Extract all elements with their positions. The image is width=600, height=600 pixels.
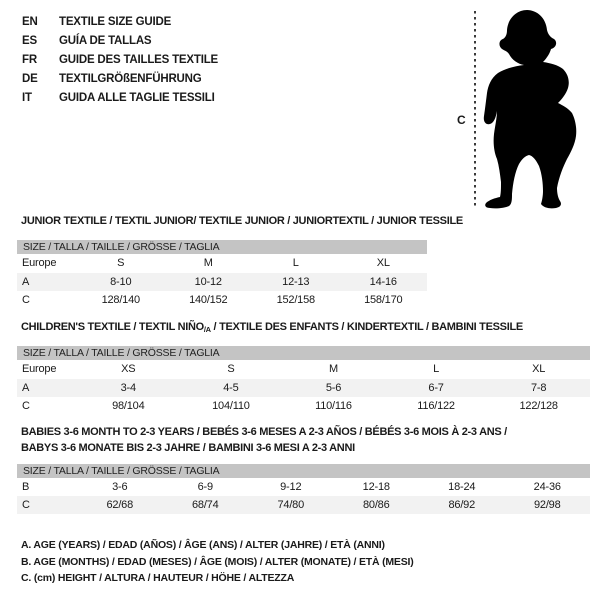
language-title: TEXTILGRÖßENFÜHRUNG [59,73,202,85]
table-cell: 9-12 [280,481,302,493]
table-cell: 74/80 [277,499,305,511]
language-title: GUÍA DE TALLAS [59,35,152,47]
table-header-bar: SIZE / TALLA / TAILLE / GRÖSSE / TAGLIA [17,464,590,478]
table-cell: L [292,257,299,269]
table-row-age [17,379,590,397]
language-code: IT [22,92,32,104]
table-cell: 98/104 [112,400,145,412]
language-title: TEXTILE SIZE GUIDE [59,16,172,28]
section-title-babies [21,424,586,456]
table-cell: 122/128 [519,400,558,412]
language-title: GUIDE DES TAILLES TEXTILE [59,54,218,66]
table-cell: 4-5 [223,382,239,394]
title-text: CHILDREN'S TEXTILE / TEXTIL NIÑO [21,321,204,333]
junior-size-table [17,240,427,309]
language-row-de [22,70,218,89]
section-title-children [21,319,586,338]
table-cell: 12-13 [282,276,310,288]
row-label: B [22,481,30,493]
baby-silhouette-icon [484,10,576,208]
language-code: DE [22,73,38,85]
figure-label-c: C [457,113,466,127]
table-row-age [17,273,427,291]
title-text: / TEXTILE DES ENFANTS / KINDERTEXTIL / BAMBINI TESSILE [210,321,523,333]
table-cell: 6-7 [428,382,444,394]
title-subscript: /A [203,325,211,334]
footnotes [21,537,414,587]
size-figure [450,5,598,215]
table-row-europe [17,254,427,273]
footnote-a: A. AGE (YEARS) / EDAD (AÑOS) / ÂGE (ANS) / ALTER (JAHRE) / ETÀ (ANNI) [21,539,385,551]
table-cell: XS [121,363,136,375]
table-cell: 128/140 [101,294,140,306]
table-cell: 8-10 [110,276,132,288]
footnote-b: B. AGE (MONTHS) / EDAD (MESES) / ÂGE (MOIS) / ALTER (MONATE) / ETÀ (MESI) [21,555,414,568]
table-header-bar: SIZE / TALLA / TAILLE / GRÖSSE / TAGLIA [17,240,427,254]
title-line-2: BABYS 3-6 MONATE BIS 2-3 JAHRE / BAMBINI 3-6 MESI A 2-3 ANNI [21,442,355,454]
table-cell: 12-18 [362,481,390,493]
row-label: C [22,499,30,511]
table-cell: L [433,363,440,375]
table-cell: M [203,257,213,269]
table-cell: 14-16 [369,276,397,288]
language-code: ES [22,35,37,47]
section-title-junior: JUNIOR TEXTILE / TEXTIL JUNIOR/ TEXTILE JUNIOR / JUNIORTEXTIL / JUNIOR TESSILE [21,215,463,227]
table-cell: 10-12 [194,276,222,288]
table-cell: S [117,257,125,269]
table-cell: 80/86 [362,499,390,511]
table-cell: 152/158 [276,294,315,306]
table-row-europe [17,360,590,379]
table-cell: 68/74 [191,499,219,511]
footnote-c: C. (cm) HEIGHT / ALTURA / HAUTEUR / HÖHE / ALTEZZA [21,572,295,584]
language-title: GUIDA ALLE TAGLIE TESSILI [59,92,215,104]
table-cell: 158/170 [364,294,403,306]
row-label: Europe [22,257,57,269]
table-row-age-months [17,478,590,496]
row-label: C [22,294,30,306]
table-cell: 116/122 [417,400,455,412]
table-cell: 140/152 [189,294,228,306]
table-cell: 62/68 [106,499,134,511]
table-cell: 104/110 [212,400,250,412]
children-size-table [17,346,590,415]
table-cell: 3-6 [112,481,128,493]
row-label: C [22,400,30,412]
table-cell: 110/116 [315,400,352,412]
table-cell: 6-9 [197,481,213,493]
table-header-bar: SIZE / TALLA / TAILLE / GRÖSSE / TAGLIA [17,346,590,360]
language-code: FR [22,54,37,66]
language-row-en [22,13,218,32]
language-list [22,13,218,108]
table-cell: 92/98 [533,499,561,511]
language-row-it [22,89,218,108]
title-line-1: BABIES 3-6 MONTH TO 2-3 YEARS / BEBÉS 3-6 MESES A 2-3 AÑOS / BÉBÉS 3-6 MOIS À 2-3 ANS / [21,426,507,438]
babies-size-table [17,464,590,514]
table-row-height [17,496,590,514]
table-cell: 86/92 [448,499,476,511]
table-cell: 7-8 [531,382,547,394]
row-label: A [22,382,30,394]
table-cell: 24-36 [533,481,561,493]
table-cell: 3-4 [120,382,136,394]
table-row-height [17,397,590,415]
table-cell: 5-6 [325,382,342,394]
table-row-height [17,291,427,309]
language-code: EN [22,16,38,28]
row-label: A [22,276,30,288]
table-cell: XL [532,363,546,375]
table-cell: 18-24 [448,481,476,493]
table-cell: S [227,363,235,375]
language-row-es [22,32,218,51]
table-cell: XL [376,257,390,269]
language-row-fr [22,51,218,70]
row-label: Europe [22,363,57,375]
table-cell: M [329,363,338,375]
